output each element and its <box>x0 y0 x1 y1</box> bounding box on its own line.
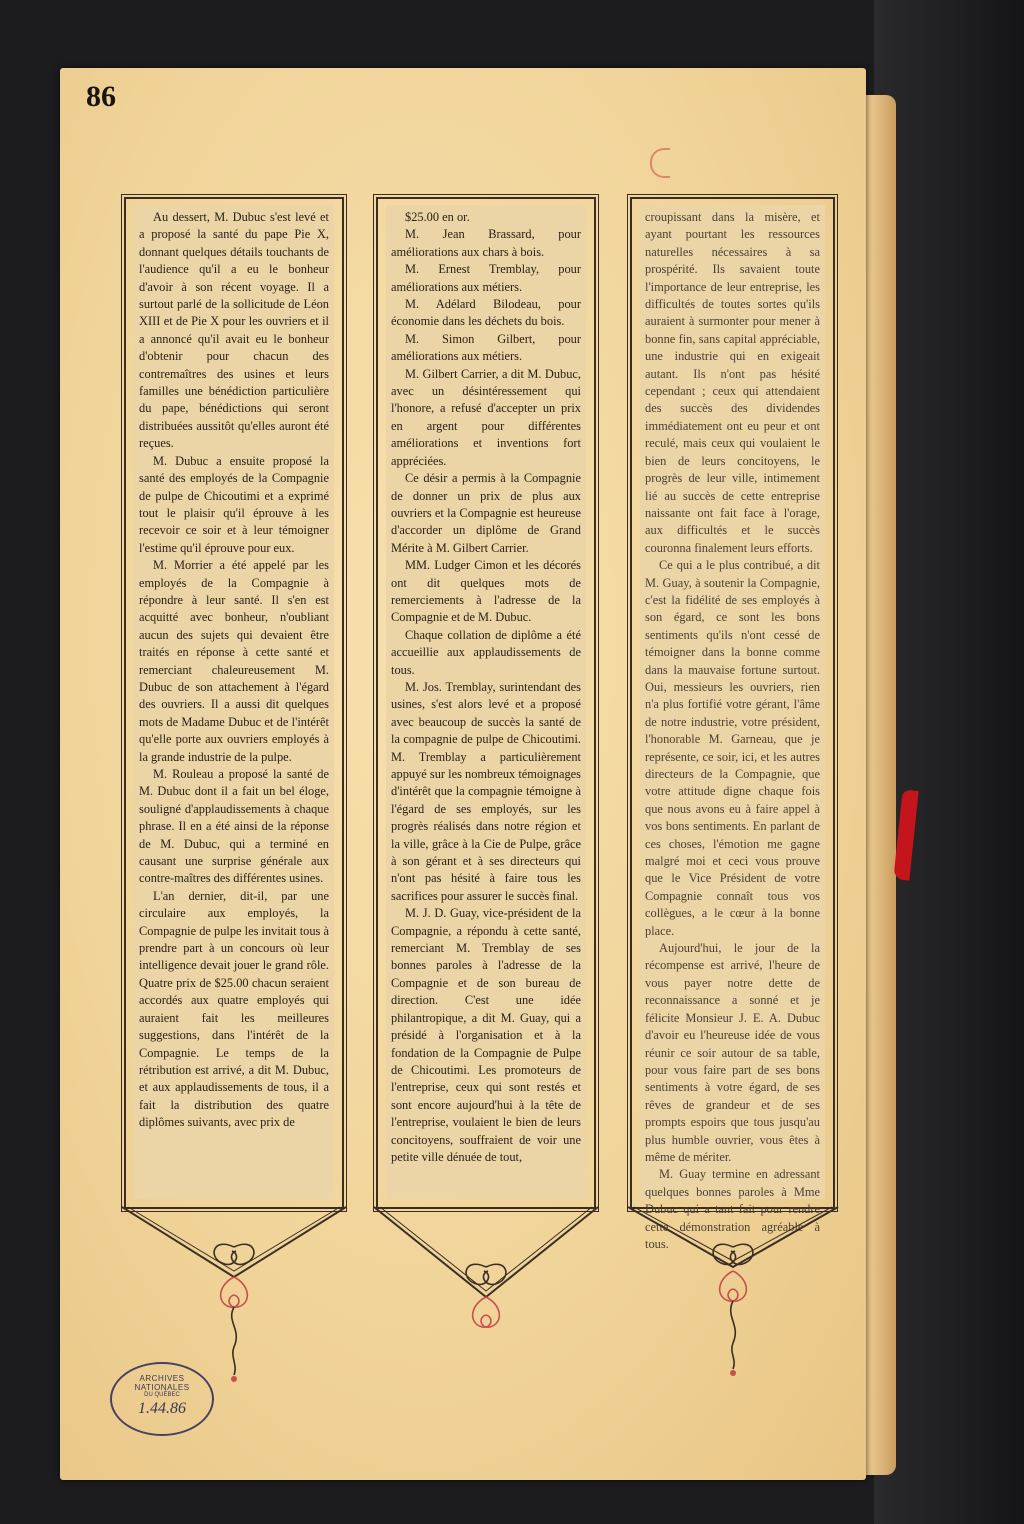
stamp-call-number: 1.44.86 <box>138 1400 186 1417</box>
newspaper-clipping-3 <box>640 205 825 1251</box>
paragraph: M. Ernest Tremblay, pour améliorations aux métiers. <box>391 262 581 294</box>
paragraph: $25.00 en or. <box>405 210 470 224</box>
clipping-column-3 <box>630 197 835 1251</box>
paragraph: croupissant dans la misère, et ayant pourtant les ressources naturelles nécessaires à sa prospérité. Ils savaient toute l'importance de leur entreprise, les difficultés de toutes sortes qu'ils auraient à surmonter pour mener à bonne fin, sans capital appréciable, une industrie qui en exigeait autant. Ils n'ont pas hésité cependant ; ceux qui attendaient des succès des dividendes immédiatement ont eu peur et ont reculé, mais ceux qui voulaient le bien de leurs concitoyens, le progrès de leur ville, intimement lié au succès de cette entreprise naissante ont fait face à l'orage, aux difficultés et le succès couronna finalement leurs efforts. <box>645 210 820 555</box>
column-2-pointer-ornament <box>370 1207 602 1387</box>
paragraph: M. Morrier a été appelé par les employés de la Compagnie à répondre à leur santé. Il s'en est acquitté avec bonheur, n'oubliant aucun des sujets qui devaient être traités en réponse à cette santé et remerciant chaleureusement M. Dubuc de son attachement à l'égard des ouvriers. Il a aussi dit quelques mots de Madame Dubuc et de l'intérêt qu'elle porte aux ouvriers employés à la grande industrie de la pulpe. <box>139 558 329 764</box>
paragraph: Ce qui a le plus contribué, a dit M. Guay, à soutenir la Compagnie, c'est la fidélité de ses employés à son égard, ce sont les bons sentiments qu'ils n'ont cessé de témoigner dans la bonne comme dans la mauvaise fortune surtout. Oui, messieurs les ouvriers, rien n'a plus fortifié votre gérant, l'âme de notre industrie, votre président, l'honorable M. Garneau, que je représente, ce soir, ici, et les autres directeurs de la Compagnie, que votre attitude digne chaque fois que nous avons eu à faire appel à vos bons sentiments. En parlant de ces choses, l'émotion me gagne malgré moi et ceci vous prouve que le Vice Président de votre Compagnie connaît tous vos collègues, a le cœur à la bonne place. <box>645 558 820 938</box>
clipping-column-2 <box>376 197 596 1209</box>
paragraph: Chaque collation de diplôme a été accueillie aux applaudissements de tous. <box>391 627 581 677</box>
paragraph: Au dessert, M. Dubuc s'est levé et a proposé la santé du pape Pie X, donnant quelques détails touchants de l'audience qu'il a eu le bonheur d'avoir à son récent voyage. Il a surtout parlé de la sollicitude de Léon XIII et de Pie X pour les ouvriers et il a annoncé qu'il avait eu le bonheur d'obtenir pour chacun des contremaîtres des usines et leurs familles une bénédiction particulière du pape, bénédictions qui seront distribuées aussitôt qu'elles auront été reçues. <box>139 210 329 451</box>
paragraph: M. Dubuc a ensuite proposé la santé des employés de la Compagnie de pulpe de Chicoutimi et a exprimé tout le plaisir qu'il éprouve à les recevoir ce soir et à leur témoigner l'estime qu'il éprouve pour eux. <box>139 453 329 555</box>
newspaper-clipping-2 <box>386 205 586 1199</box>
paragraph: M. Rouleau a proposé la santé de M. Dubuc dont il a fait un bel éloge, souligné d'applaudissements à chaque phrase. Il en a été ainsi de la réponse de M. Dubuc, qui a terminé en causant une surprise générale aux contre-maîtres des différentes usines. <box>139 767 329 886</box>
paragraph: M. J. D. Guay, vice-président de la Compagnie, a répondu à cette santé, remerciant M. Tremblay de ses bonnes paroles à l'adresse de la Compagnie et de son bureau de direction. C'est une idée philantropique, a dit M. Guay, qui a présidé à l'organisation et à la fondation de la Compagnie de Pulpe de Chicoutimi. Les promoteurs de l'entreprise, ceux qui sont restés et sont encore aujourd'hui à la tête de l'entreprise, voulaient le bien de leurs concitoyens, souffraient de voir une petite ville dénuée de tout, <box>391 906 581 1164</box>
binder-background <box>874 0 1024 1524</box>
stamp-line-1: ARCHIVES NATIONALES <box>134 1374 190 1392</box>
page-number: 86 <box>86 80 116 113</box>
pencil-mark <box>650 148 670 178</box>
paragraph: MM. Ludger Cimon et les décorés ont dit quelques mots de remerciements à l'adresse de la Compagnie et de M. Dubuc. <box>391 558 581 625</box>
paragraph: M. Jos. Tremblay, surintendant des usines, s'est alors levé et a proposé avec beaucoup de succès la santé de la compagnie de pulpe de Chicoutimi. M. Tremblay a particulièrement appuyé sur les nombreux témoignages d'intérêt que la compagnie témoigne à l'égard de ses employés, sur les progrès réalisés dans notre région et la ville, grâce à la Cie de Pulpe, grâce à son gérant et à ses directeurs qui n'ont pas hésité à faire tous les sacrifices pour assurer le succès final. <box>391 679 581 903</box>
column-1-pointer-ornament <box>118 1207 350 1387</box>
paragraph: Ce désir a permis à la Compagnie de donner un prix de plus aux ouvriers et la Compagnie est heureuse d'accorder un diplôme de Grand Mérite à M. Gilbert Carrier. <box>391 471 581 555</box>
stamp-line-2: DU QUÉBEC <box>144 1392 180 1398</box>
newspaper-clipping-1 <box>134 205 334 1199</box>
clipping-column-1 <box>124 197 344 1209</box>
paragraph: M. Jean Brassard, pour améliorations aux chars à bois. <box>391 227 581 259</box>
paragraph: Aujourd'hui, le jour de la récompense est arrivé, l'heure de vous payer notre dette de reconnaissance a sonné et je félicite Monsieur J. E. A. Dubuc d'avoir eu l'heureuse idée de vous réunir ce soir autour de sa table, pour vous faire part de ses bons sentiments à votre égard, de ses rêves de grandeur et de ses prompts espoirs que tous jusqu'au plus humble ouvrier, vous êtes à même de mériter. <box>645 941 820 1164</box>
paragraph: M. Simon Gilbert, pour améliorations aux métiers. <box>391 331 581 364</box>
paragraph: M. Gilbert Carrier, a dit M. Dubuc, avec un désintéressement qui l'honore, a refusé d'accepter un prix en argent pour différentes améliorations et inventions fort appréciées. <box>391 366 581 468</box>
paragraph: M. Adélard Bilodeau, pour économie dans les déchets du bois. <box>391 297 581 329</box>
paragraph: M. Guay termine en adressant quelques bonnes paroles à Mme Dubuc qui a tant fait pour rendre cette démonstration agréable à tous. <box>645 1167 820 1251</box>
column-3-pointer-ornament <box>624 1207 842 1387</box>
archives-stamp <box>110 1362 214 1436</box>
paragraph: L'an dernier, dit-il, par une circulaire aux employés, la Compagnie de pulpe les invitait tous à prendre part à un concours où leur intelligence devait jouer le grand rôle. Quatre prix de $25.00 chacun seraient accordés aux quatre employés qui auraient fait les meilleures suggestions, dans l'intérêt de la Compagnie. Le temps de la rétribution est arrivé, a dit M. Dubuc, et aux applaudissements de tous, il a fait la distribution des quatre diplômes suivants, avec prix de <box>139 888 329 1130</box>
